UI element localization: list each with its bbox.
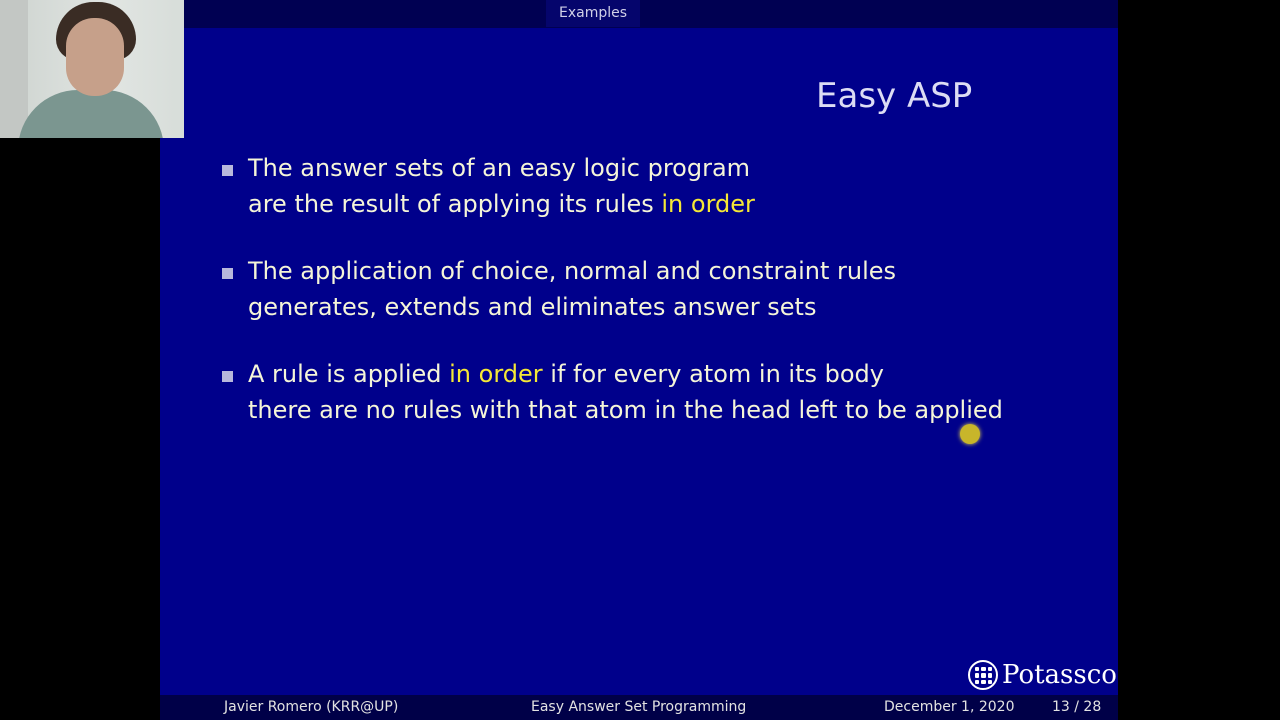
slide-title: Easy ASP bbox=[816, 76, 973, 116]
logo-text: Potassco bbox=[1002, 660, 1117, 690]
slide bbox=[160, 0, 1118, 720]
section-bar bbox=[160, 0, 1118, 28]
potassco-logo bbox=[968, 658, 1117, 692]
square-bullet-icon bbox=[222, 268, 233, 279]
webcam-overlay bbox=[0, 0, 184, 138]
footer-talk-title: Easy Answer Set Programming bbox=[531, 699, 747, 715]
section-tab[interactable]: Examples bbox=[546, 0, 640, 27]
laser-pointer-dot bbox=[960, 424, 980, 444]
bullet-line: A rule is applied in order if for every atom in its body bbox=[248, 360, 884, 388]
footer-author: Javier Romero (KRR@UP) bbox=[224, 699, 399, 715]
footer-page-number: 13 / 28 bbox=[1052, 699, 1102, 715]
bullet-list bbox=[218, 150, 1098, 459]
presenter-face bbox=[66, 18, 124, 96]
bullet-item bbox=[218, 356, 1098, 428]
bullet-line: generates, extends and eliminates answer sets bbox=[248, 293, 817, 321]
bullet-item bbox=[218, 150, 1098, 222]
bullet-line: there are no rules with that atom in the head left to be applied bbox=[248, 396, 1003, 424]
footer-bar bbox=[160, 695, 1118, 720]
highlighted-text: in order bbox=[661, 190, 755, 218]
square-bullet-icon bbox=[222, 165, 233, 176]
bullet-line: The application of choice, normal and constraint rules bbox=[248, 257, 897, 285]
bullet-item bbox=[218, 253, 1098, 325]
highlighted-text: in order bbox=[449, 360, 543, 388]
square-bullet-icon bbox=[222, 371, 233, 382]
potassco-logo-icon bbox=[968, 660, 998, 690]
bullet-line: The answer sets of an easy logic program bbox=[248, 154, 751, 182]
bullet-line: are the result of applying its rules in order bbox=[248, 190, 755, 218]
footer-date: December 1, 2020 bbox=[884, 699, 1015, 715]
